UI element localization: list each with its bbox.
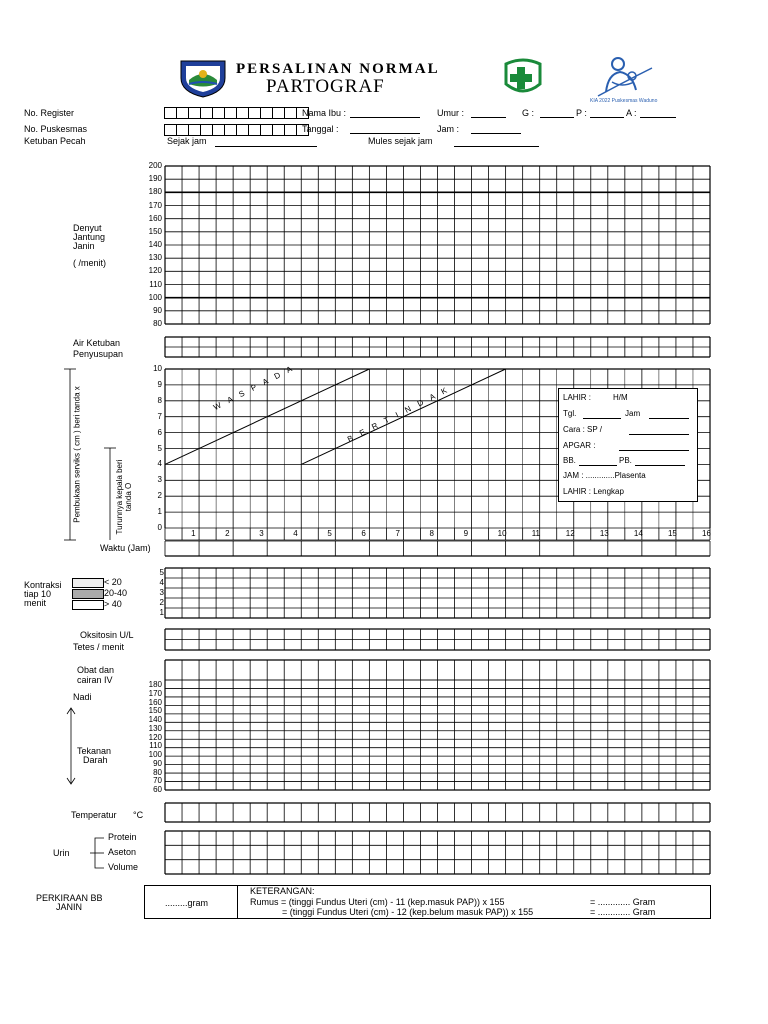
label-air-ketuban: Air Ketuban	[73, 338, 121, 348]
label-aseton: Aseton	[108, 847, 137, 857]
legend-swatch-20-40	[72, 589, 104, 599]
label-ketuban-pecah: Ketuban Pecah	[24, 136, 86, 146]
nadi-scale-tick: 140	[148, 715, 162, 724]
label-pembukaan-serviks-text: Pembukaan serviks ( cm ) beri tanda x	[72, 386, 82, 523]
label-djj-unit: ( /menit)	[73, 258, 107, 268]
title-persalinan-normal: PERSALINAN NORMAL	[236, 61, 440, 77]
label-oksitosin: Oksitosin U/L	[80, 630, 134, 640]
kontraksi-scale-tick: 1	[159, 608, 164, 617]
lahir-cara-field[interactable]	[629, 425, 689, 435]
label-a: A :	[626, 108, 637, 118]
label-tanggal: Tanggal :	[302, 124, 339, 134]
nadi-scale-tick: 150	[148, 706, 162, 716]
lahir-jam: Jam	[625, 409, 641, 418]
label-p: P :	[576, 108, 587, 118]
kia-caption: KIA 2022 Puskesmas Waduno	[590, 98, 658, 104]
kontraksi-scale-tick: 4	[159, 578, 164, 587]
rumus-2: = (tinggi Fundus Uteri (cm) - 12 (kep.belum masuk PAP)) x 155	[282, 907, 534, 917]
djj-scale-tick: 140	[148, 240, 162, 249]
title-partograf: PARTOGRAF	[266, 76, 385, 97]
djj-scale-tick: 80	[153, 319, 162, 328]
nadi-scale-tick: 60	[153, 785, 162, 794]
vertical-double-arrow-icon	[66, 706, 76, 786]
label-sejak-jam: Sejak jam	[167, 136, 207, 146]
label-janin-bb: JANIN	[56, 902, 83, 912]
perkiraan-gram[interactable]: .........gram	[165, 898, 209, 908]
serviks-scale-tick: 10	[153, 364, 162, 373]
hour-label: 16	[702, 529, 711, 538]
legend-lt20: < 20	[104, 577, 122, 587]
nadi-scale-tick: 180	[148, 680, 162, 689]
serviks-scale-tick: 8	[157, 395, 162, 405]
label-waktu-jam: Waktu (Jam)	[100, 543, 151, 553]
nadi-scale-tick: 70	[153, 776, 162, 786]
djj-scale-tick: 90	[153, 305, 162, 315]
label-protein: Protein	[108, 832, 137, 842]
djj-scale-tick: 160	[148, 213, 162, 223]
legend-20-40: 20-40	[104, 588, 128, 598]
label-nama-ibu: Nama Ibu :	[302, 108, 347, 118]
lahir-tgl-field[interactable]	[583, 409, 621, 419]
label-nadi: Nadi	[73, 692, 92, 702]
label-no-register: No. Register	[24, 108, 75, 118]
label-obat-dan: Obat dan	[77, 665, 115, 675]
djj-scale-tick: 130	[148, 253, 162, 263]
nadi-scale-tick: 100	[148, 750, 162, 759]
label-temperatur: Temperatur	[71, 810, 117, 820]
legend-swatch-lt20	[72, 578, 104, 588]
nadi-scale-tick: 110	[149, 741, 162, 751]
lahir-apgar-field[interactable]	[619, 441, 689, 451]
djj-scale-tick: 150	[148, 226, 162, 236]
label-menit: menit	[24, 598, 47, 608]
lahir-jam-plasenta: JAM : .............Plasenta	[563, 471, 646, 480]
hour-label: 9	[463, 529, 469, 538]
label-perkiraan-bb: PERKIRAAN BB	[36, 893, 103, 903]
label-turunnya-kepala	[112, 460, 134, 540]
hour-label: 7	[395, 529, 400, 538]
serviks-scale-tick: 2	[157, 491, 162, 501]
perkiraan-box	[144, 885, 711, 919]
lahir-pb: PB.	[619, 456, 632, 465]
lahir-bb-field[interactable]	[579, 456, 617, 466]
label-urin: Urin	[53, 848, 70, 858]
serviks-scale-tick: 6	[157, 427, 162, 437]
lahir-lengkap: LAHIR : Lengkap	[563, 487, 624, 496]
serviks-scale-tick: 5	[157, 443, 162, 453]
hour-label: 10	[497, 529, 507, 538]
label-janin: Janin	[73, 241, 95, 251]
label-tiap-10: tiap 10	[24, 589, 52, 599]
bracket-icon	[90, 836, 106, 870]
hour-label: 8	[429, 529, 434, 538]
label-jam: Jam :	[437, 124, 460, 134]
djj-scale-tick: 180	[148, 187, 162, 197]
urin-bracket	[90, 836, 106, 870]
djj-scale-tick: 120	[148, 266, 162, 276]
label-penyusupan: Penyusupan	[73, 349, 124, 359]
serviks-scale-tick: 9	[157, 379, 162, 389]
nadi-scale-tick: 160	[148, 697, 162, 707]
perkiraan-divider	[237, 886, 238, 918]
nadi-scale-tick: 120	[148, 732, 162, 742]
legend-swatch-gt40	[72, 600, 104, 610]
label-kontraksi: Kontraksi	[24, 580, 62, 590]
djj-scale-tick: 190	[148, 174, 162, 184]
hour-label: 13	[599, 529, 609, 538]
serviks-scale-tick: 4	[157, 459, 162, 469]
kontraksi-scale-tick: 5	[159, 568, 164, 577]
lahir-jam-field[interactable]	[649, 409, 689, 419]
hour-label: 12	[565, 529, 575, 538]
nadi-scale-tick: 90	[153, 758, 162, 768]
djj-scale-tick: 200	[148, 161, 162, 170]
lahir-apgar: APGAR :	[563, 441, 596, 450]
hour-label: 2	[225, 529, 230, 538]
lahir-pb-field[interactable]	[635, 456, 685, 466]
label-cairan-iv: cairan IV	[77, 675, 113, 685]
kontraksi-scale-tick: 2	[159, 598, 164, 607]
label-turunnya-kepala-text: Turunnya kepala beri tanda O	[115, 459, 133, 535]
hour-label: 3	[259, 529, 264, 538]
lahir-label: LAHIR :	[563, 393, 592, 402]
nadi-scale-tick: 170	[148, 688, 162, 698]
serviks-scale-tick: 3	[157, 475, 162, 485]
label-celsius: °C	[133, 810, 144, 820]
kontraksi-scale-tick: 3	[159, 588, 164, 597]
nadi-scale-tick: 130	[148, 723, 162, 733]
label-denyut: Denyut	[73, 223, 102, 233]
hour-label: 4	[293, 529, 298, 538]
label-umur: Umur :	[437, 108, 464, 118]
lahir-cara: Cara : SP /	[563, 425, 602, 434]
legend-gt40: > 40	[104, 599, 122, 609]
hour-label: 15	[667, 529, 677, 538]
rumus-1: Rumus = (tinggi Fundus Uteri (cm) - 11 (kep.masuk PAP)) x 155	[250, 897, 505, 907]
label-keterangan: KETERANGAN:	[250, 886, 315, 896]
serviks-scale-tick: 7	[157, 411, 162, 421]
label-jantung: Jantung	[73, 232, 106, 242]
hour-label: 11	[531, 529, 540, 538]
hour-label: 14	[633, 529, 643, 538]
label-darah: Darah	[83, 755, 108, 765]
label-no-puskesmas: No. Puskesmas	[24, 124, 88, 134]
label-volume: Volume	[108, 862, 139, 872]
djj-scale-tick: 100	[148, 292, 162, 302]
nadi-scale-tick: 80	[153, 767, 162, 777]
serviks-scale-tick: 1	[157, 507, 162, 517]
hour-label: 6	[361, 529, 366, 538]
label-pembukaan-serviks	[72, 370, 84, 540]
lahir-hm: H/M	[613, 393, 628, 402]
djj-scale-tick: 170	[148, 200, 162, 210]
label-bertindak: B E R T I N D A K	[346, 384, 452, 445]
hasil-2[interactable]: = ............. Gram	[590, 907, 656, 917]
label-tekanan: Tekanan	[77, 746, 112, 756]
lahir-bb: BB.	[563, 456, 576, 465]
label-tetes-menit: Tetes / menit	[73, 642, 125, 652]
arrow-up-icon	[66, 706, 76, 786]
label-mules-sejak-jam: Mules sejak jam	[368, 136, 433, 146]
lahir-tgl: Tgl.	[563, 409, 577, 418]
hasil-1[interactable]: = ............. Gram	[590, 897, 656, 907]
label-waspada: W A S P A D A	[212, 363, 297, 413]
hour-label: 1	[191, 529, 196, 538]
hour-label: 5	[327, 529, 332, 538]
label-g: G :	[522, 108, 535, 118]
djj-scale-tick: 110	[149, 279, 162, 289]
lahir-box	[558, 388, 698, 502]
serviks-scale-tick: 0	[157, 523, 162, 532]
